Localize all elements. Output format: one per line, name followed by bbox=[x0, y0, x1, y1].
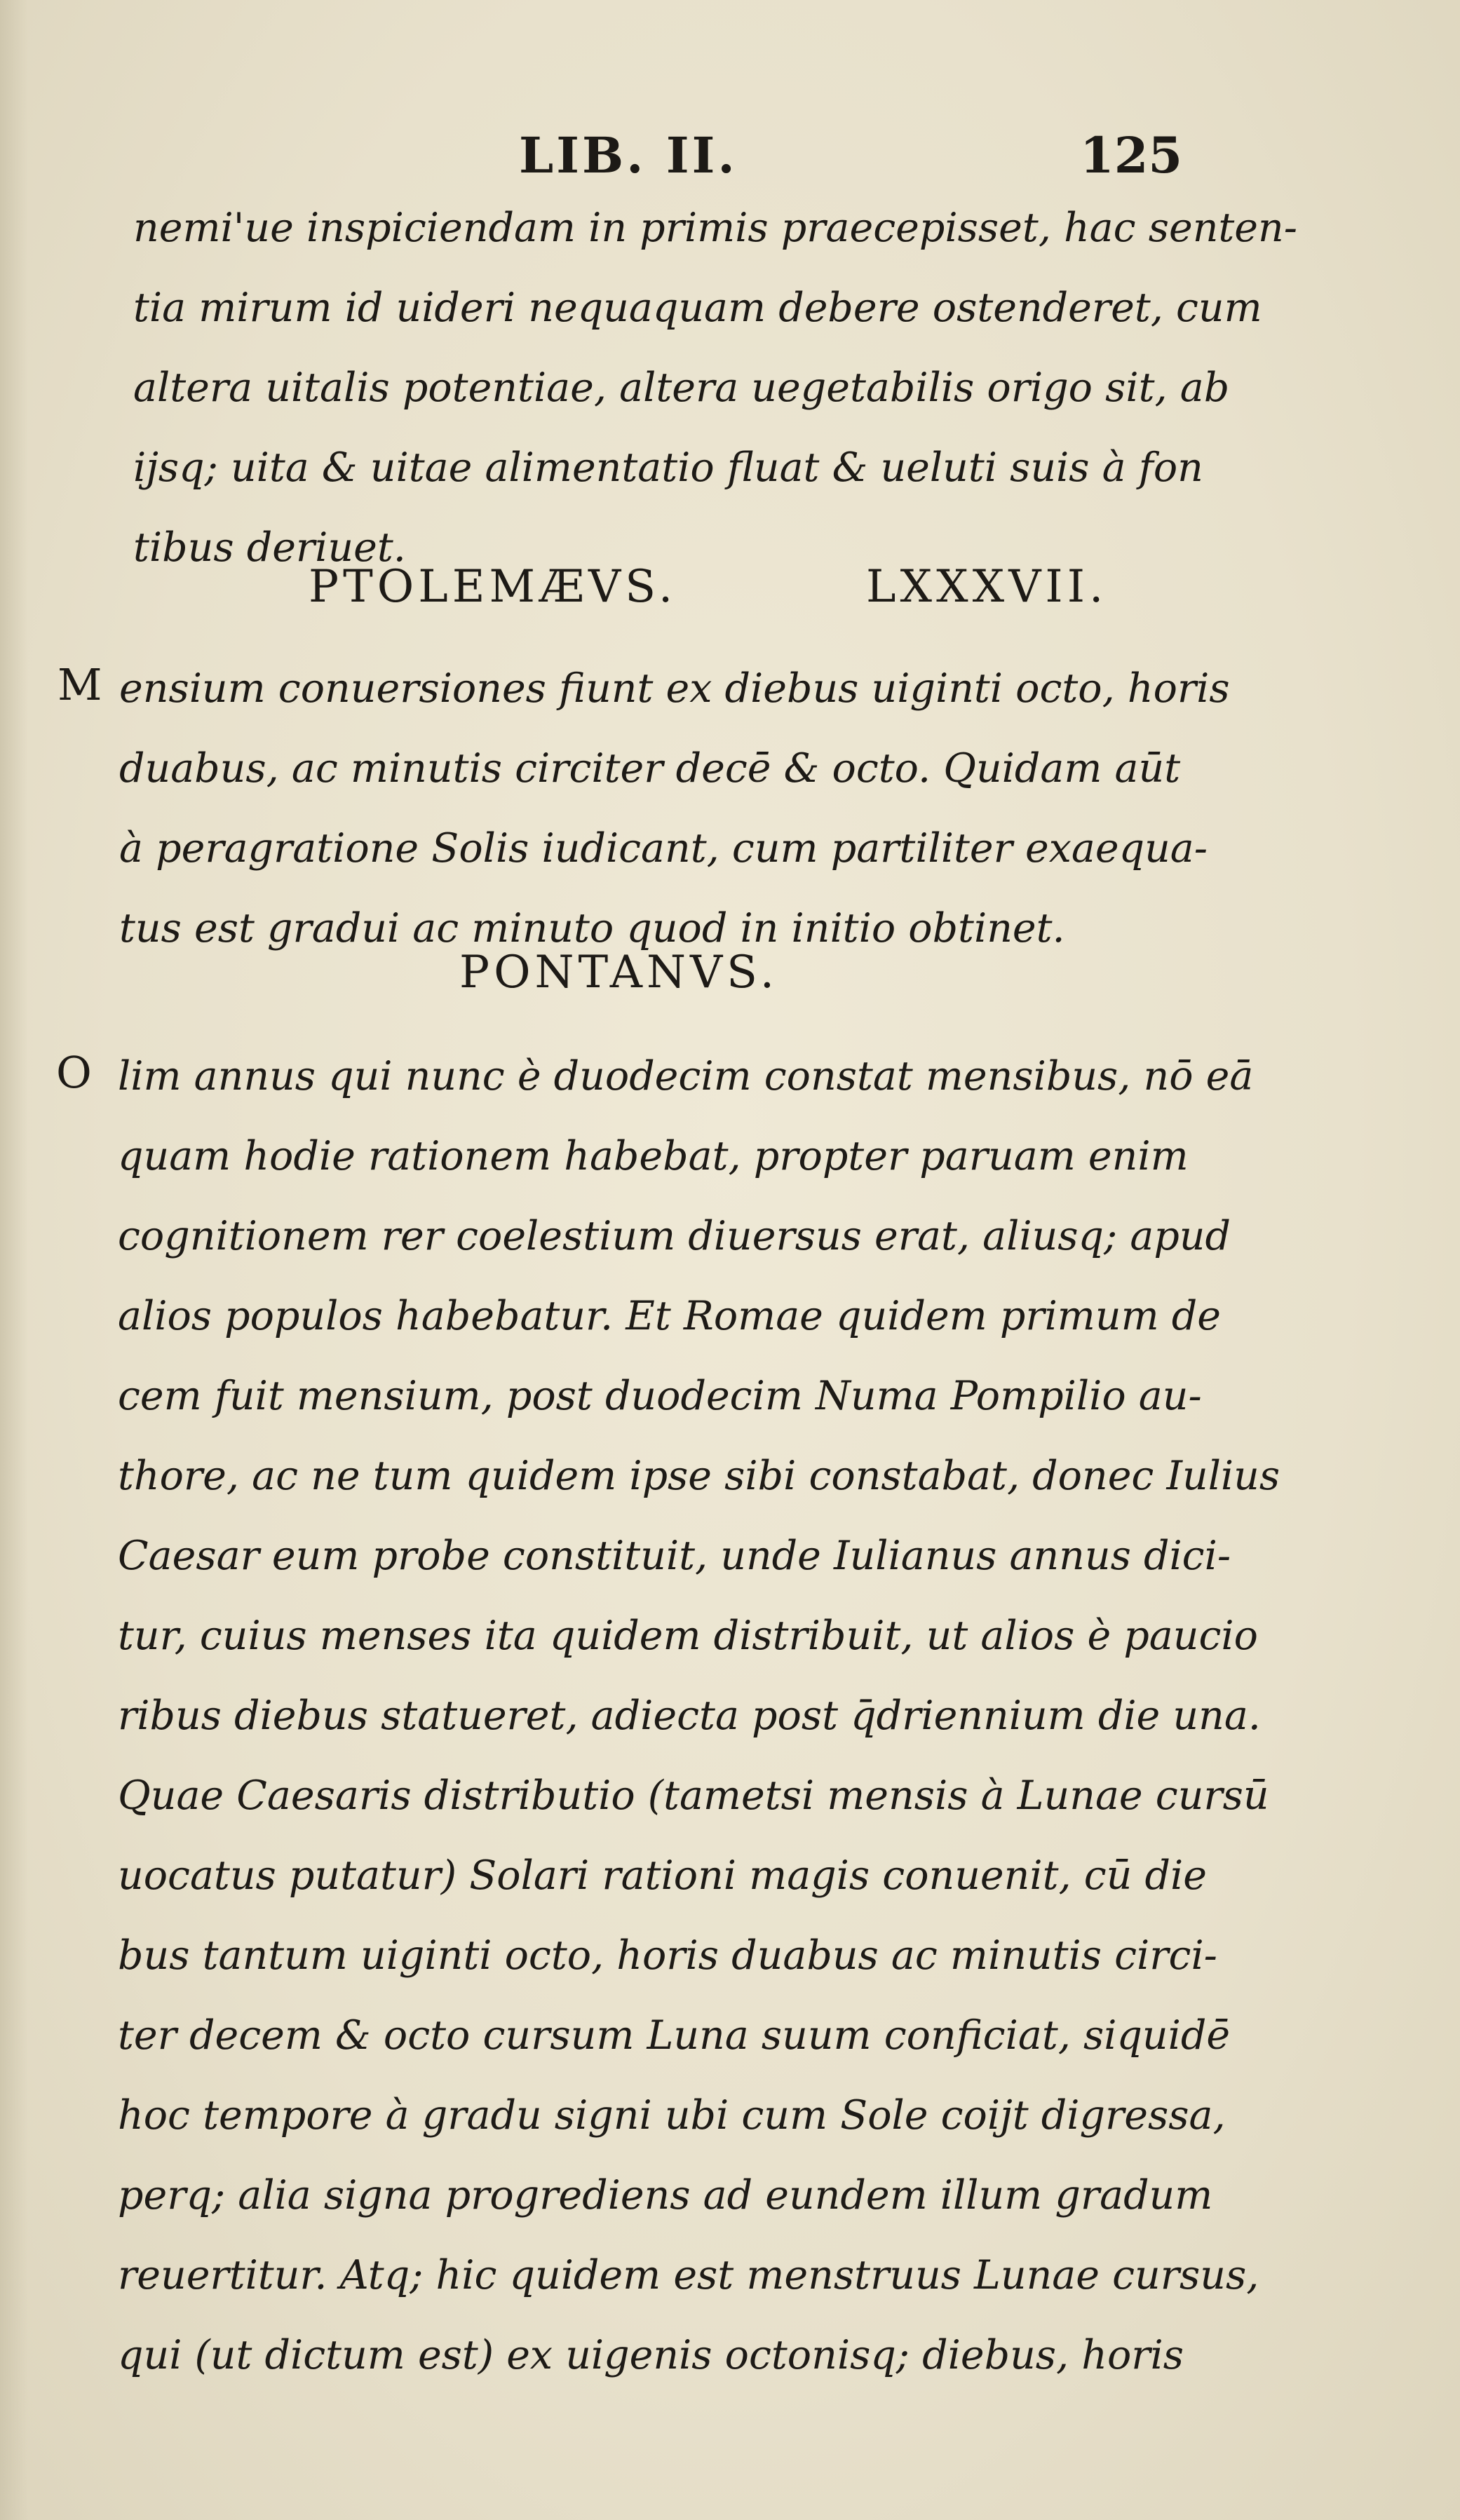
section-number bbox=[866, 561, 1107, 613]
section-heading-pontanus bbox=[459, 947, 778, 998]
text-line: cem fuit mensium, post duodecim Numa Pompilio au- bbox=[118, 1373, 1202, 1419]
text-line: hoc tempore à gradu signi ubi cum Sole coijt digressa, bbox=[118, 2092, 1226, 2139]
text-line: reuertitur. Atq; hic quidem est menstruus Lunae cursus, bbox=[118, 2252, 1259, 2298]
text-line: cognitionem rer coelestium diuersus erat, aliusq; apud bbox=[118, 1213, 1231, 1259]
text-line: ribus diebus statueret, adiecta post q̄driennium die una. bbox=[118, 1693, 1261, 1739]
initial-letter: M bbox=[58, 659, 102, 710]
text-line: uocatus putatur) Solari rationi magis conuenit, cū die bbox=[118, 1852, 1207, 1899]
text-line: ijsq; uita & uitae alimentatio fluat & ueluti suis à fon bbox=[133, 445, 1203, 491]
text-line: ensium conuersiones fiunt ex diebus uiginti octo, horis bbox=[119, 665, 1230, 712]
text-line: qui (ut dictum est) ex uigenis octonisq; diebus, horis bbox=[118, 2332, 1184, 2378]
text-line: thore, ac ne tum quidem ipse sibi constabat, donec Iulius bbox=[118, 1453, 1280, 1499]
text-line: duabus, ac minutis circiter decē & octo. Quidam aūt bbox=[119, 745, 1181, 792]
text-line: bus tantum uiginti octo, horis duabus ac minutis circi- bbox=[118, 1932, 1217, 1979]
text-line: perq; alia signa progrediens ad eundem illum gradum bbox=[118, 2172, 1213, 2218]
gutter-shadow bbox=[0, 0, 28, 2520]
section-heading-ptolemaeus bbox=[309, 561, 677, 613]
heading-name: PONTANVS. bbox=[459, 947, 779, 998]
text-line: Caesar eum probe constituit, unde Iulianus annus dici- bbox=[118, 1533, 1231, 1579]
text-line: tia mirum id uideri nequaquam debere ostenderet, cum bbox=[133, 285, 1262, 331]
text-line: nemi'ue inspiciendam in primis praecepisset, hac senten- bbox=[133, 205, 1298, 251]
text-line: tus est gradui ac minuto quod in initio obtinet. bbox=[119, 905, 1065, 951]
text-line: à peragratione Solis iudicant, cum partiliter exaequa- bbox=[119, 825, 1208, 872]
ptolemaeus-paragraph bbox=[119, 649, 1230, 968]
running-head: LIB. II. bbox=[519, 126, 738, 184]
heading-number: LXXXVII. bbox=[866, 561, 1108, 613]
text-line: tur, cuius menses ita quidem distribuit, ut alios è paucio bbox=[118, 1613, 1258, 1659]
continuation-paragraph bbox=[133, 188, 1297, 588]
text-line: alios populos habebatur. Et Romae quidem primum de bbox=[118, 1293, 1221, 1339]
text-line: altera uitalis potentiae, altera uegetabilis origo sit, ab bbox=[133, 365, 1230, 411]
text-line: lim annus qui nunc è duodecim constat mensibus, nō eā bbox=[118, 1053, 1254, 1099]
heading-name: PTOLEMÆVS. bbox=[309, 561, 677, 613]
text-line: tibus deriuet. bbox=[133, 524, 406, 571]
initial-letter: O bbox=[56, 1047, 92, 1098]
text-line: quam hodie rationem habebat, propter paruam enim bbox=[118, 1133, 1189, 1179]
text-line: Quae Caesaris distributio (tametsi mensis à Lunae cursū bbox=[118, 1773, 1269, 1819]
text-line: ter decem & octo cursum Luna suum conficiat, siquidē bbox=[118, 2012, 1231, 2059]
pontanus-paragraph bbox=[118, 1036, 1280, 2395]
page-number: 125 bbox=[1080, 126, 1183, 184]
running-headline bbox=[0, 126, 1460, 196]
